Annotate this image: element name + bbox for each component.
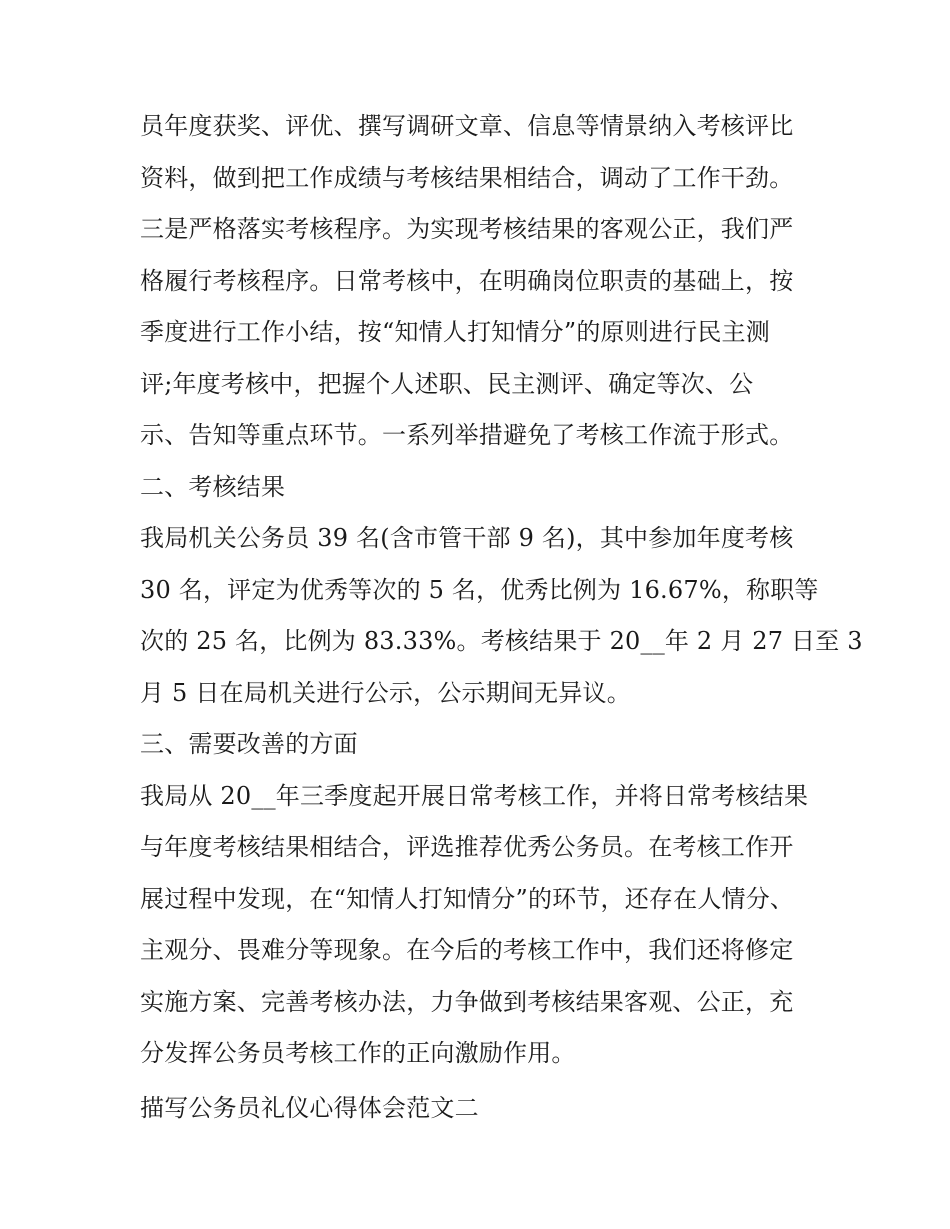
body-line: 实施方案、完善考核办法，力争做到考核结果客观、公正，充	[140, 987, 794, 1016]
body-line: 次的 25 名，比例为 83.33%。考核结果于 20__年 2 月 27 日至 3	[140, 627, 863, 655]
body-line: 示、告知等重点环节。一系列举措避免了考核工作流于形式。	[140, 421, 794, 449]
body-line: 评;年度考核中，把握个人述职、民主测评、确定等次、公	[140, 369, 754, 398]
body-line: 三是严格落实考核程序。为实现考核结果的客观公正，我们严	[140, 215, 794, 243]
body-line: 主观分、畏难分等现象。在今后的考核工作中，我们还将修定	[140, 936, 794, 964]
body-line: 格履行考核程序。日常考核中，在明确岗位职责的基础上，按	[140, 266, 794, 295]
document-body	[140, 101, 863, 1134]
body-line: 展过程中发现，在“知情人打知情分”的环节，还存在人情分、	[140, 884, 795, 913]
body-line: 分发挥公务员考核工作的正向激励作用。	[140, 1039, 576, 1067]
section-heading: 二、考核结果	[140, 472, 286, 501]
body-line: 资料，做到把工作成绩与考核结果相结合，调动了工作干劲。	[140, 163, 794, 192]
section-heading: 三、需要改善的方面	[140, 730, 358, 758]
article-title: 描写公务员礼仪心得体会范文二	[140, 1093, 479, 1122]
body-line: 季度进行工作小结，按“知情人打知情分”的原则进行民主测	[140, 318, 770, 346]
body-line: 30 名，评定为优秀等次的 5 名，优秀比例为 16.67%，称职等	[140, 575, 819, 604]
body-line: 月 5 日在局机关进行公示，公示期间无异议。	[140, 678, 631, 707]
body-line: 我局从 20__年三季度起开展日常考核工作，并将日常考核结果	[140, 781, 809, 810]
body-line: 员年度获奖、评优、撰写调研文章、信息等情景纳入考核评比	[140, 112, 794, 140]
body-line: 我局机关公务员 39 名(含市管干部 9 名)，其中参加年度考核	[140, 524, 794, 552]
body-line: 与年度考核结果相结合，评选推荐优秀公务员。在考核工作开	[140, 833, 794, 861]
